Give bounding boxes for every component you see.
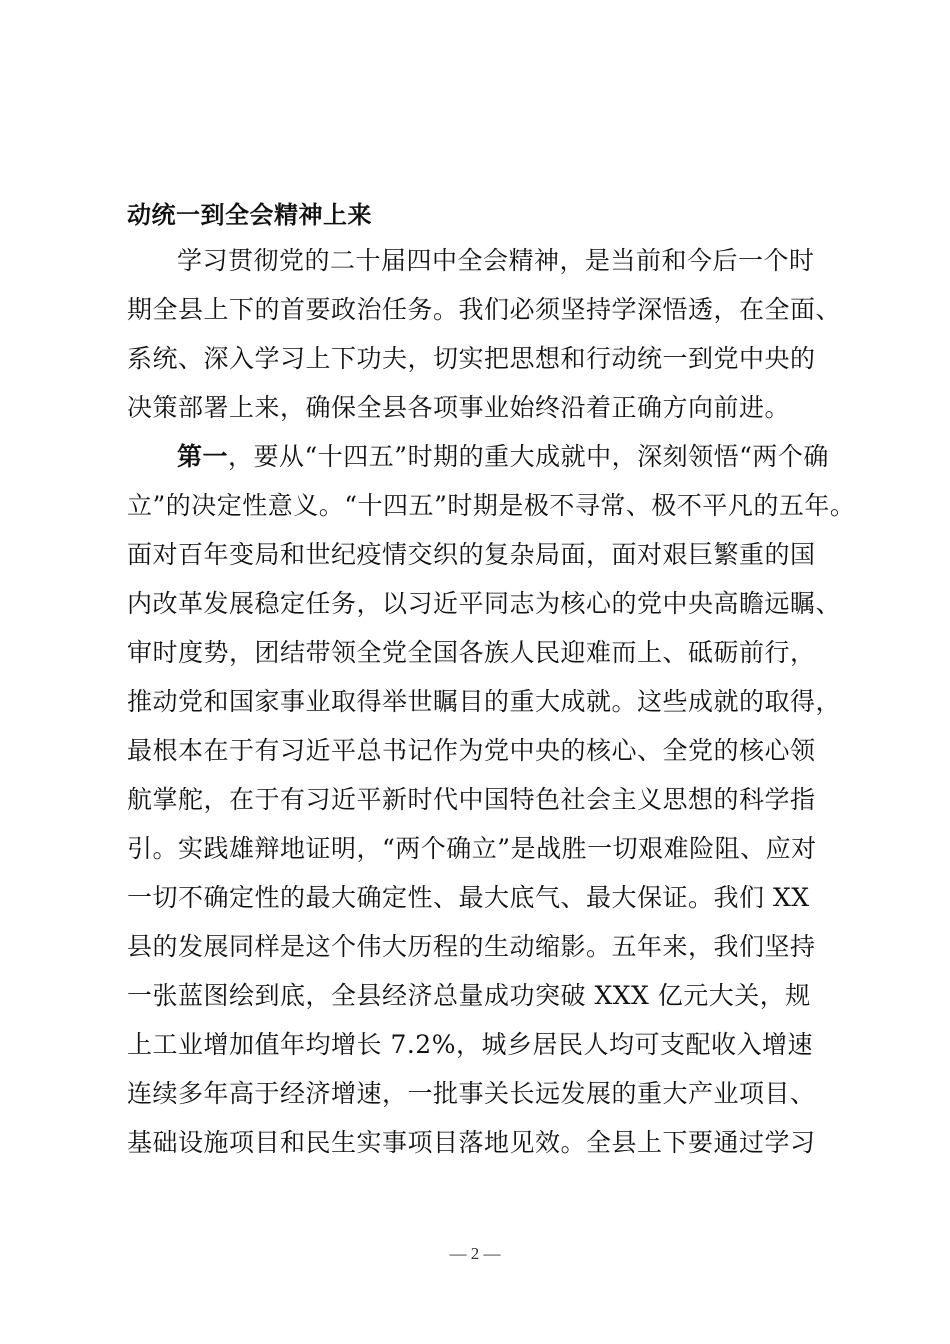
text-line: 推动党和国家事业取得举世瞩目的重大成就。这些成就的取得， bbox=[127, 687, 842, 716]
text-line: 上工业增加值年均增长 7.2%，城乡居民人均可支配收入增速 bbox=[127, 1030, 813, 1059]
section-heading: 动统一到全会精神上来 bbox=[127, 201, 372, 229]
text-line: 审时度势，团结带领全党全国各族人民迎难而上、砥砺前行， bbox=[127, 638, 816, 667]
text-line: 决策部署上来，确保全县各项事业始终沿着正确方向前进。 bbox=[127, 393, 791, 422]
text-line: 学习贯彻党的二十届四中全会精神，是当前和今后一个时 bbox=[177, 246, 815, 275]
text-line: 一切不确定性的最大确定性、最大底气、最大保证。我们 XX bbox=[127, 883, 810, 912]
text-line: 内改革发展稳定任务，以习近平同志为核心的党中央高瞻远瞩、 bbox=[127, 589, 842, 618]
text-line bbox=[127, 432, 827, 481]
text-line: 县的发展同样是这个伟大历程的生动缩影。五年来，我们坚持 bbox=[127, 932, 816, 961]
text-line: 连续多年高于经济增速，一批事关长远发展的重大产业项目、 bbox=[127, 1079, 816, 1108]
text-line: 航掌舵，在于有习近平新时代中国特色社会主义思想的科学指 bbox=[127, 785, 816, 814]
text-line: 引。实践雄辩地证明，“两个确立”是战胜一切艰难险阻、应对 bbox=[127, 834, 817, 863]
paragraph-1 bbox=[127, 236, 842, 432]
text-line: 立”的决定性意义。“十四五”时期是极不寻常、极不平凡的五年。 bbox=[127, 491, 856, 520]
paragraph-2 bbox=[127, 432, 856, 1167]
text-line: 期全县上下的首要政治任务。我们必须坚持学深悟透，在全面、 bbox=[127, 295, 842, 324]
text-line: 系统、深入学习上下功夫，切实把思想和行动统一到党中央的 bbox=[127, 344, 816, 373]
text-run: ，要从“十四五”时期的重大成就中，深刻领悟“两个确 bbox=[228, 442, 829, 471]
text-line: 最根本在于有习近平总书记作为党中央的核心、全党的核心领 bbox=[127, 736, 816, 765]
text-line: 面对百年变局和世纪疫情交织的复杂局面，面对艰巨繁重的国 bbox=[127, 540, 816, 569]
page-number: — 2 — bbox=[449, 1244, 501, 1263]
document-body bbox=[127, 194, 856, 1167]
paragraph-lead: 第一 bbox=[177, 442, 229, 471]
text-line: 一张蓝图绘到底，全县经济总量成功突破 XXX 亿元大关，规 bbox=[127, 981, 811, 1010]
text-line: 基础设施项目和民生实事项目落地见效。全县上下要通过学习 bbox=[127, 1128, 816, 1157]
